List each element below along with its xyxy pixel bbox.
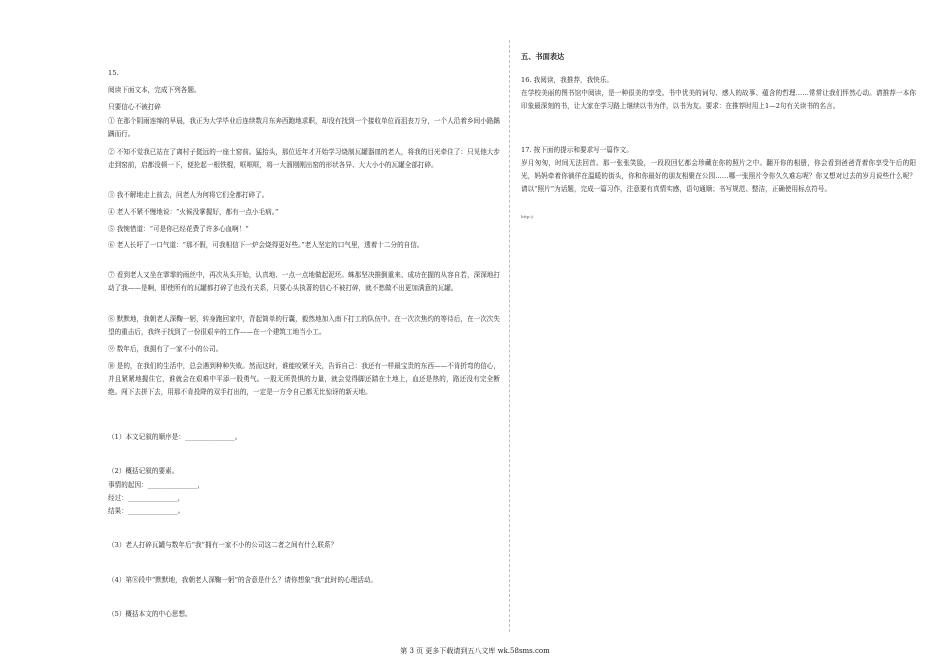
question-1: （1）本文记叙的顺序是：_______________。 [108,433,242,441]
question-2-title: （2）概括记叙的要素。 [108,467,179,475]
page-footer: 第 3 页 更多下载请到五八文库 wk.58sms.com [400,647,550,655]
question-3: （3）老人打碎瓦罐与数年后“我”拥有一家不小的公司这二者之间有什么联系？ [108,541,338,549]
question-2-process: 经过：_______________， [108,494,185,502]
paragraph-4: ④ 老人不紧不慢地说：“火候没掌握好，都有一点小毛病。” [108,208,279,216]
question-2-result: 结果：_______________。 [108,507,185,515]
url-mark: http:// [521,214,534,219]
instruction: 阅读下面文本，完成下列各题。 [108,86,201,94]
question-number: 15. [108,69,119,77]
section-title: 五、书面表达 [521,52,565,61]
question-16-body: 在学校美丽的图书馆中阅读，是一种很美的享受。书中优美的词句、感人的故事、蕴含的哲理……常常让我们怦然心动。请推荐一本你印象最深刻的书，让大家在学习路上继续以书为伴，以书为友。要求：在推荐时用上1—2句有关读书的名言。 [521,89,916,111]
paragraph-5: ⑤ 我惋惜道：“可是你已经花费了许多心血啊！” [108,225,249,233]
passage-title: 只要信心不被打碎 [108,103,161,111]
paragraph-10: ⑩ 是的，在我们的生活中，总会遇到种种失败。然而这时，谁能咬紧牙关，告诉自己：我还有一样最宝贵的东西——不肯折弯的信心，并且紧紧地握住它，谁就会在艰难中平添一股勇气。一股无所畏惧的力量，就会觉得脚还踏在土地上，血还是热的，路还没有完全断绝。闯下去拼下去，用那不肯投降的双手打出的，一定是一方令自己都无比惊讶的新天地。 [108,362,500,397]
paragraph-9: ⑨ 数年后，我拥有了一家不小的公司。 [108,345,223,353]
paragraph-1: ① 在那个阴雨连绵的早晨，我正为大学毕业后连续数月东奔西跑地求职，却没有找到一个接收单位而沮丧万分，一个人沿着乡间小路踽踽而行。 [108,117,500,139]
column-divider [509,40,510,632]
question-17-body: 岁月匆匆，时间无法回首。那一张张笑脸，一段段回忆都会珍藏在你的照片之中。翻开你的相册，你会看到爸爸背着你享受午后的阳光，妈妈牵着你徜徉在温暖的街头，你和你最好的朋友相聚在公园……哪一张照片令你久久难忘呢？你又想对过去的岁月说些什么呢？请以“照片”为话题，完成一篇习作，注意要有真情实感，语句通顺；书写规范、整洁，正确使用标点符号。 [521,159,916,194]
question-5: （5）概括本文的中心思想。 [108,610,192,618]
question-2-cause: 事情的起因：_______________， [108,481,205,489]
paragraph-6: ⑥ 老人长吁了一口气道：“那不假，可我相信下一炉会烧得更好些。”老人坚定的口气里，透着十二分的自信。 [108,241,424,249]
paragraph-7: ⑦ 看到老人又坐在霏霏的雨丝中，再次从头开始，认真地、一点一点地做起泥坯。蛛那坚决推倒重来、成功在握的从容自若，深深地打动了我——是啊，即使所有的瓦罐都打碎了也没有关系，只要心头执著的信心不被打碎，就不愁做不出更加满意的瓦罐。 [108,271,500,293]
paragraph-3: ③ 我不解地走上前去，问老人为何将它们全都打碎了。 [108,191,269,199]
paragraph-8: ⑧ 默默地，我朝老人深鞠一躬，转身跑回家中，背起简单的行囊，毅然地加入南下打工的队伍中。在一次次焦灼的等待后，在一次次失望的重击后，我终于找到了一份很艰辛的工作——在一个建筑工地当小工。 [108,315,500,337]
paragraph-2: ② 不知不觉我已站在了离村子挺远的一座土窑前。猛抬头，那位近年才开始学习烧制瓦罐器皿的老人，将我的目光牵住了：只见他大步走到窑前，启都没顿一下，便抡起一根铁棍，哐哐哐，将一大溜刚刚出窑的形状各异、大大小小的瓦罐全部打碎。 [108,148,500,170]
question-16-title: 16. 我阅读，我推荐，我快乐。 [521,76,614,84]
question-17-title: 17. 按下面的提示和要求写一篇作文。 [521,146,633,154]
question-4: （4）第⑧段中“默默地，我朝老人深鞠一躬”的含意是什么？请你想象“我”此时的心理活动。 [108,576,378,584]
